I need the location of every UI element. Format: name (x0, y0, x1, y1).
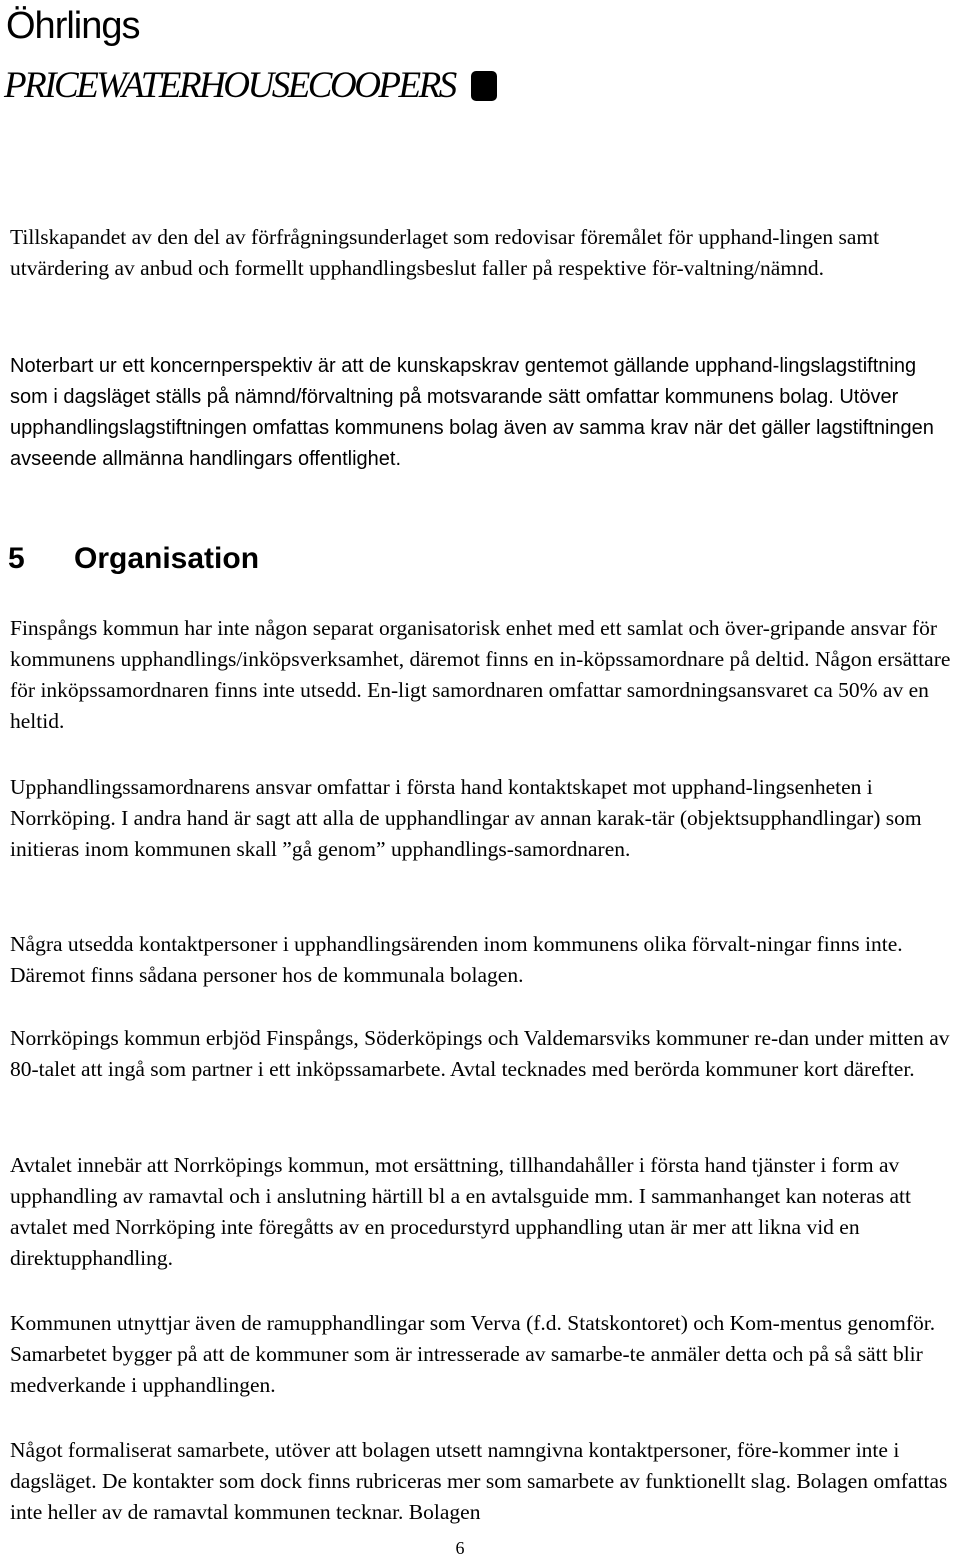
brand-header (6, 4, 140, 48)
paragraph-cooperation-offer: Norrköpings kommun erbjöd Finspångs, Söderköpings och Valdemarsviks kommuner re-dan under mitten av 80-talet att ingå som partner i ett inköpssamarbete. Avtal tecknades med berörda kommuner kort därefter. (10, 1026, 950, 1081)
section-heading (8, 537, 259, 581)
paragraph-framework-procurements: Kommunen utnyttjar även de ramupphandlingar som Verva (f.d. Statskontoret) och Kom-mentus genomför. Samarbetet bygger på att de kommuner som är intresserade av samarbe-te anmäler detta och på så sätt blir medverkande i upphandlingen. (10, 1311, 936, 1397)
pwc-seal-icon (471, 71, 497, 101)
paragraph-coordinator-responsibility: Upphandlingssamordnarens ansvar omfattar i första hand kontaktskapet mot upphand-lingsenheten i Norrköping. I andra hand är sagt att alla de upphandlingar av annan karak-tär (objektsupphandlingar) som initieras inom kommunen skall ”gå genom” upphandlings-samordnaren. (10, 775, 922, 861)
brand-name: Öhrlings (6, 5, 140, 47)
firm-logo: PRICEWATERHOUSECOOPERS (4, 65, 455, 106)
section-title: Organisation (74, 542, 260, 575)
firm-logo-row (4, 64, 497, 108)
paragraph-contact-persons: Några utsedda kontaktpersoner i upphandlingsärenden inom kommunens olika förvalt-ningar finns inte. Däremot finns sådana personer hos de kommunala bolagen. (10, 932, 903, 987)
paragraph-formalised-cooperation: Något formaliserat samarbete, utöver att bolagen utsett namngivna kontaktpersoner, före-kommer inte i dagsläget. De kontakter som dock finns rubriceras mer som samarbete av funktionellt slag. Bolagen omfattas inte heller av de ramavtal kommunen tecknar. Bolagen (10, 1438, 948, 1524)
section-number: 5 (8, 542, 25, 575)
paragraph-procurement-responsibility: Tillskapandet av den del av förfrågningsunderlaget som redovisar föremålet för upphand-lingen samt utvärdering av anbud och formellt upphandlingsbeslut faller på respektive för-valtning/nämnd. (10, 225, 880, 280)
paragraph-organisation: Finspångs kommun har inte någon separat organisatorisk enhet med ett samlat och över-gripande ansvar för kommunens upphandlings/inköpsverksamhet, däremot finns en in-köpssamordnare på deltid. Någon ersättare för inköpssamordnaren finns inte utsedd. En-ligt samordnaren omfattar samordningsansvaret ca 50% av en heltid. (10, 616, 951, 733)
paragraph-group-perspective: Noterbart ur ett koncernperspektiv är att de kunskapskrav gentemot gällande upphand-lingslagstiftning som i dagsläget ställs på nämnd/förvaltning på motsvarande sätt omfattar kommunens bolag. Utöver upphandlingslagstiftningen omfattas kommunens bolag även av samma krav när det gäller lagstiftningen avseende allmänna handlingars offentlighet. (10, 355, 934, 470)
paragraph-agreement: Avtalet innebär att Norrköpings kommun, mot ersättning, tillhandahåller i första hand tjänster i form av upphandling av ramavtal och i anslutning härtill bl a en avtalsguide mm. I sammanhanget kan noteras att avtalet med Norrköping inte föregåtts av en procedurstyrd upphandling utan är mer att likna vid en direktupphandling. (10, 1153, 911, 1270)
page-number: 6 (455, 1538, 465, 1558)
